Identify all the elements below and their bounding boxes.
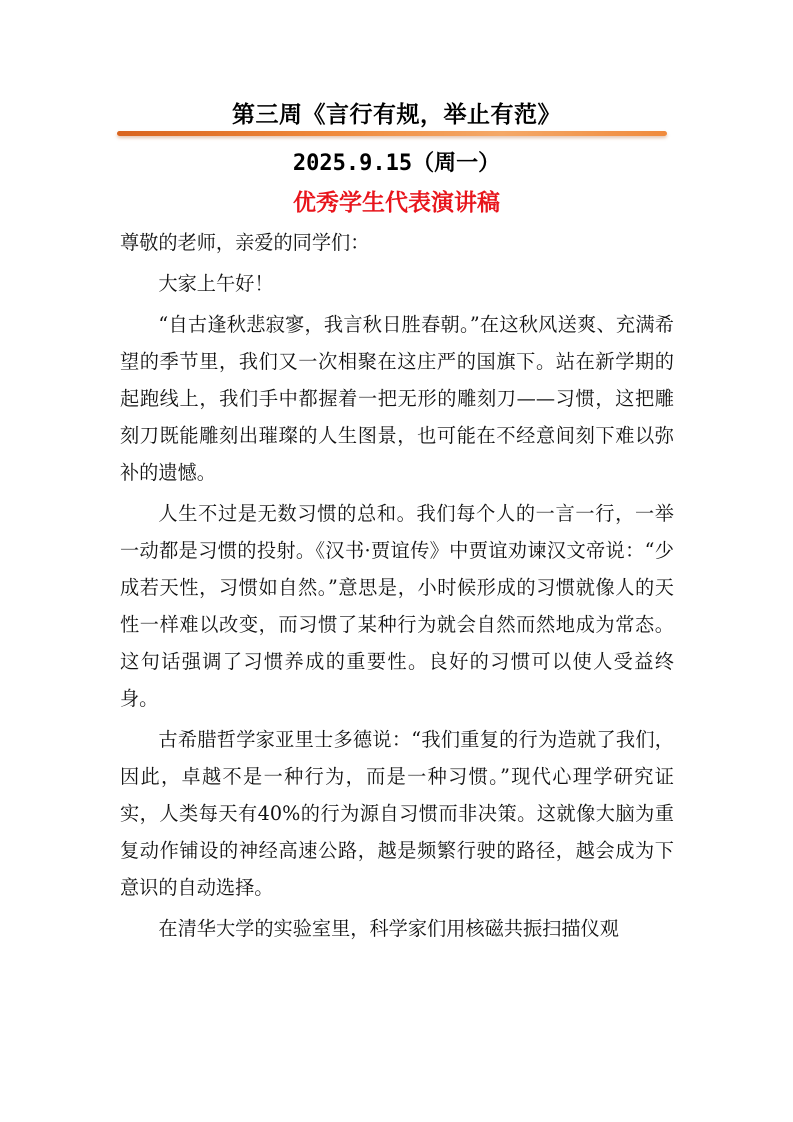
paragraph-aristotle: 古希腊哲学家亚里士多德说：“我们重复的行为造就了我们，因此，卓越不是一种行为，而是一种习惯。”现代心理学研究证实，人类每天有40%的行为源自习惯而非决策。这就像大脑为重复动作铺设的神经高速公路，越是频繁行驶的路径，越会成为下意识的自动选择。 (120, 728, 674, 899)
date-line: 2025.9.15（周一） (292, 151, 501, 176)
paragraph-autumn: “自古逢秋悲寂寥，我言秋日胜春朝。”在这秋风送爽、充满希望的季节里，我们又一次相聚在这庄严的国旗下。站在新学期的起跑线上，我们手中都握着一把无形的雕刻刀——习惯，这把雕刻刀既能雕刻出璀璨的人生图景，也可能在不经意间刻下难以弥补的遗憾。 (120, 313, 674, 484)
title-underline (117, 131, 667, 136)
speech-body (120, 224, 674, 951)
salutation: 尊敬的老师，亲爱的同学们： (120, 231, 370, 254)
paragraph-greeting: 大家上午好！ (158, 272, 274, 295)
speech-subtitle: 优秀学生代表演讲稿 (293, 190, 500, 216)
page-title: 第三周《言行有规，举止有范》 (232, 102, 561, 128)
paragraph-tsinghua: 在清华大学的实验室里，科学家们用核磁共振扫描仪观 (158, 917, 619, 940)
paragraph-habit-sum: 人生不过是无数习惯的总和。我们每个人的一言一行，一举一动都是习惯的投射。《汉书·贾谊传》中贾谊劝谏汉文帝说：“少成若天性，习惯如自然。”意思是，小时候形成的习惯就像人的天性一样难以改变，而习惯了某种行为就会自然而然地成为常态。这句话强调了习惯养成的重要性。良好的习惯可以使人受益终身。 (120, 502, 674, 710)
